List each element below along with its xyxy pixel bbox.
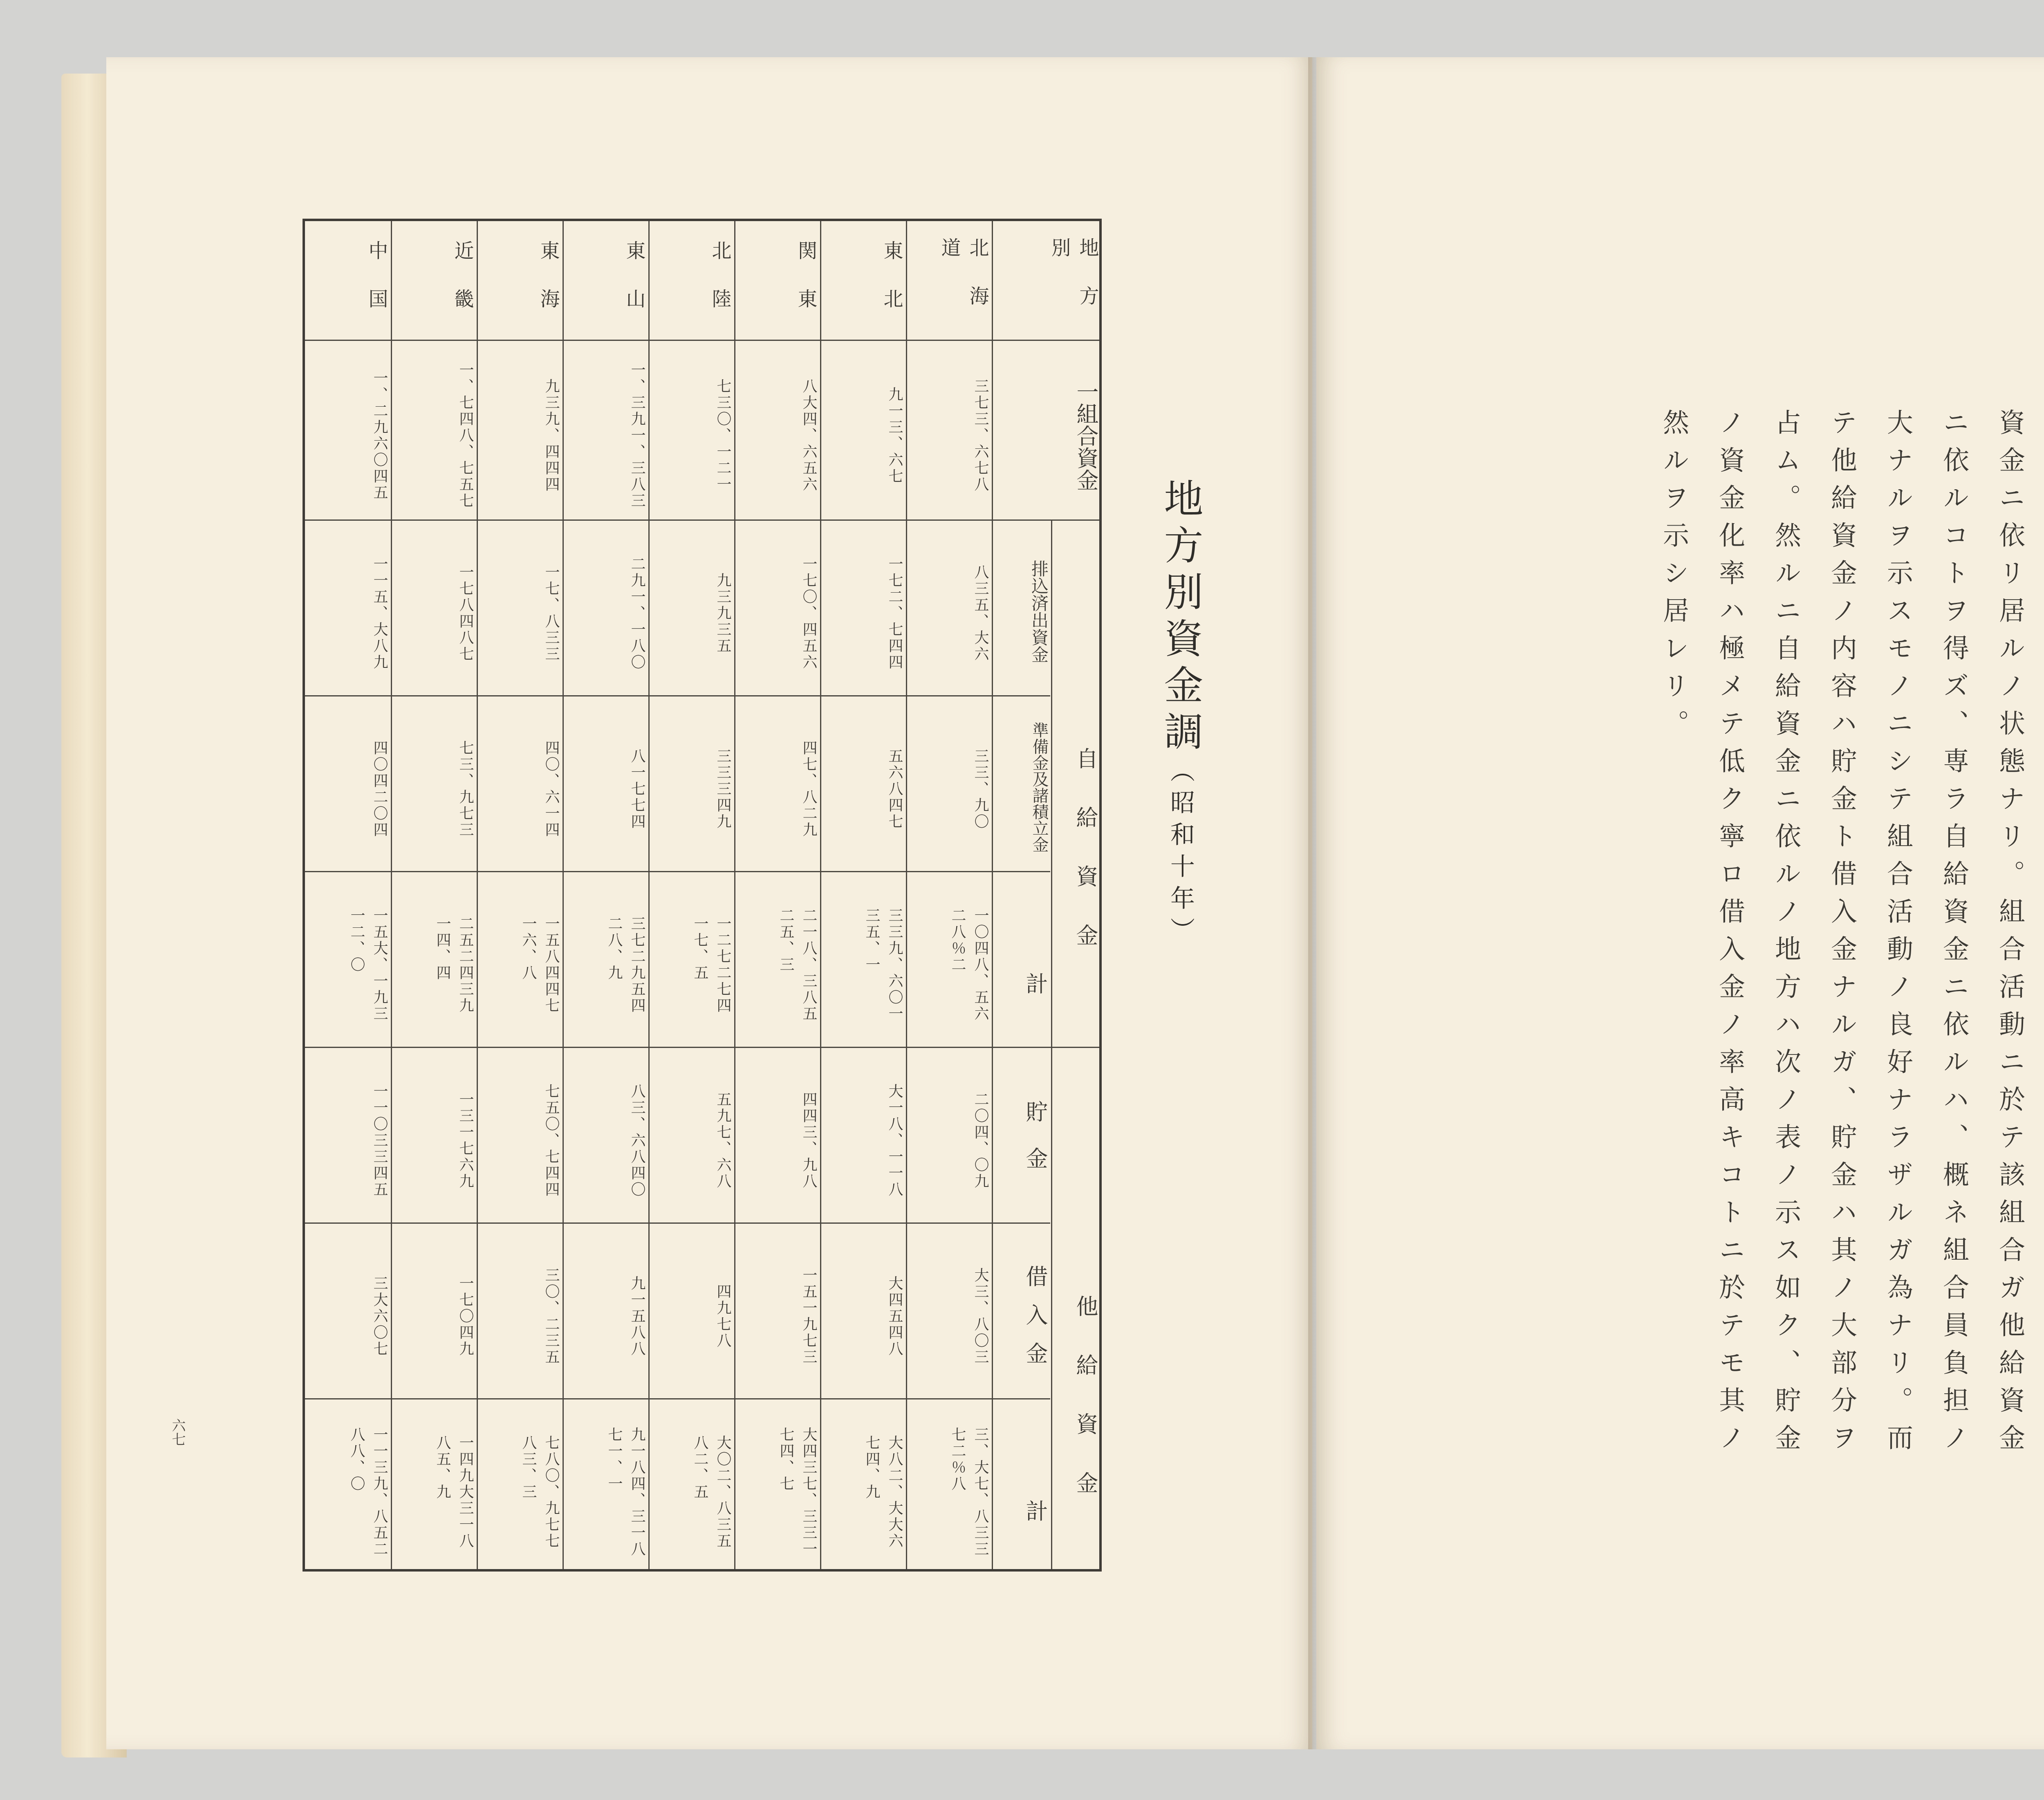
table-cell: 一二七二七四 一七、五 [692,916,731,1014]
table-cell: 大三、八〇三 [972,1267,989,1366]
table-cell: 三、大七、八三三 七二％八 [949,1427,989,1558]
table-cell: 大一八、一一八 [886,1084,903,1198]
region-kinki: 近畿 [451,240,474,337]
table-cell: 一一三九、八五二 八八、〇 [348,1427,388,1558]
table-cell: 大四三七、三三一 七四、七 [778,1427,817,1558]
table-cell: 八三、六八四〇 [629,1084,645,1198]
row-header-savings: 貯金 [1022,1100,1048,1193]
table-cell: 一、三九一、三八三 [629,362,645,509]
table-cell: 二九一、一八〇 [629,556,645,671]
row-header-capital: 一組合資金 [1073,381,1099,491]
table-cell: 一五一九七三 [800,1267,817,1366]
text-line: 然ルヲ示シ居レリ。 [1659,409,1689,747]
header-region: 地方別 [1048,237,1099,334]
text-line: 大ナルヲ示スモノニシテ組合活動ノ良好ナラザルガ為ナリ。而 [1883,409,1913,1462]
table-cell: 四〇、六一四 [543,740,560,838]
table-cell: 一、七四八、七五七 [457,362,474,509]
table-cell: 大四五四八 [886,1276,903,1357]
region-kanto: 関東 [794,240,817,337]
table-cell: 三三、九〇 [972,748,989,830]
row-header-other-total: 計 [1022,1500,1048,1522]
table-cell: 一、二九六〇四五 [371,370,388,501]
region-tosan: 東山 [623,240,645,337]
text-line: 占ム。然ルニ自給資金ニ依ルノ地方ハ次ノ表ノ示ス如ク、貯金 [1771,409,1801,1462]
table-cell: 五九七、六八 [715,1092,731,1190]
table-cell: 三七二九五四 二八、九 [606,916,645,1014]
text-line: 資金ニ依リ居ルノ状態ナリ。組合活動ニ於テ該組合ガ他給資金 [1995,409,2025,1462]
table-cell: 九三九、四四四 [543,378,560,493]
table-cell: 五六八四七 [886,748,903,830]
table-cell: 一一〇三三四五 [371,1084,388,1198]
table-cell: 二五二四三九 一四、四 [434,916,474,1014]
table-cell: 一三一七六九 [457,1092,474,1190]
table-cell: 三七三、六七八 [972,378,989,493]
table-cell: 一七二、七四四 [886,556,903,671]
region-chugoku: 中国 [365,240,388,337]
text-line: ニ依ルコトヲ得ズ、専ラ自給資金ニ依ルハ、概ネ組合員負担ノ [1939,409,1969,1462]
table-cell: 四四三、九八 [800,1092,817,1190]
table-cell: 一一五、大八九 [371,556,388,671]
row-header-self-total: 計 [1022,972,1048,994]
table-cell: 三大六〇七 [371,1276,388,1357]
table-cell: 一七、八三三 [543,564,560,663]
row-header-loans: 借入金 [1022,1265,1048,1380]
table-cell: 一五大、一九三 一二、〇 [348,908,388,1022]
right-page [1316,57,2044,1749]
book-spread [78,49,2044,1762]
table-cell: 三三九、六〇一 三五、一 [863,908,903,1022]
table-cell: 一七〇、四五六 [800,556,817,671]
table-cell: 二〇四、〇九 [972,1092,989,1190]
table-cell: 大〇二、八三五 八二、五 [692,1435,731,1549]
text-line: テ他給資金ノ内容ハ貯金ト借入金ナルガ、貯金ハ其ノ大部分ヲ [1827,409,1857,1462]
table-cell: 二一八、三八五 二五、三 [778,908,817,1022]
table-cell: 七三〇、一二一 [715,378,731,493]
table-cell: 四〇四二〇四 [371,740,388,838]
table-cell: 九三九三五 [715,573,731,654]
page-number-left: 六七 [169,1418,186,1446]
table-cell: 一〇四八、五六 二八％二 [949,908,989,1022]
table-cell: 大八二、大大六 七四、九 [863,1435,903,1549]
table-cell: 八一七七四 [629,748,645,830]
table-cell: 一四九大三一八 八五、九 [434,1435,474,1549]
table-cell: 七八〇、九七七 八三、三 [520,1435,560,1549]
table-cell: 三三三四九 [715,748,731,830]
table-cell: 七三、九七三 [457,740,474,838]
table-cell: 一七八四八七 [457,564,474,663]
left-page [106,57,1312,1749]
text-line: ノ資金化率ハ極メテ低ク寧ロ借入金ノ率高キコトニ於テモ其ノ [1715,409,1745,1462]
table-cell: 八三五、大六 [972,564,989,663]
table-cell: 九一八四、三一八 七一、一 [606,1427,645,1558]
table-cell: 八大四、六五六 [800,378,817,493]
table-cell: 四九七八 [715,1284,731,1349]
region-hokkaido: 北海道 [938,237,989,334]
table-cell: 九一五八八 [629,1276,645,1357]
table-cell: 九一三、六七 [886,387,903,485]
row-header-reserves: 準備金及諸積立金 [1030,722,1049,853]
row-header-paidin: 排込済出資金 [1029,560,1049,663]
table-cell: 一七〇四九 [457,1276,474,1357]
region-hokuriku: 北陸 [708,240,731,337]
table-cell: 一五八四四七 一六、八 [520,916,560,1014]
table-title: 地方別資金調（昭和十年） [1158,478,1204,949]
region-tohoku: 東北 [880,240,903,337]
table-cell: 四七、八二九 [800,740,817,838]
group-self-funds: 自給資金 [1073,747,1098,983]
table-cell: 七五〇、七四四 [543,1084,560,1198]
table-cell: 三〇、二三五 [543,1267,560,1366]
group-other-funds: 他給資金 [1073,1295,1098,1530]
regional-funds-table [303,219,1102,1572]
region-tokai: 東海 [537,240,560,337]
